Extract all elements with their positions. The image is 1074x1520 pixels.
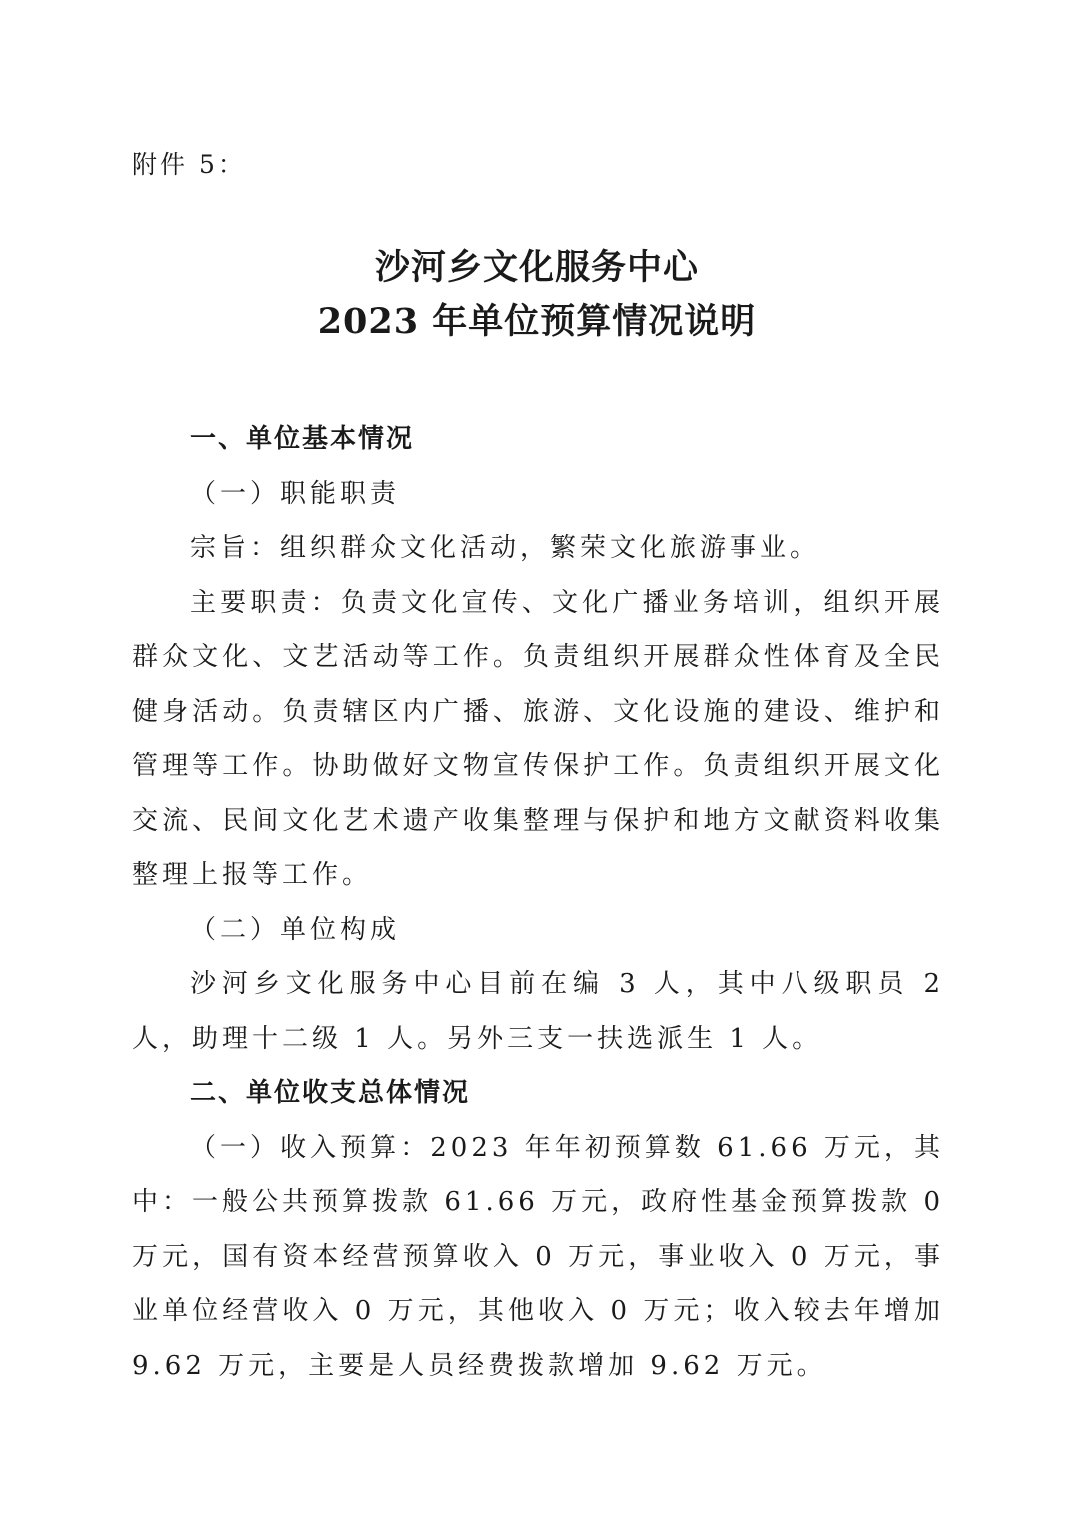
section-heading-basic-info: 一、单位基本情况 [190,424,415,454]
document-title-line-2: 2023 年单位预算情况说明 [317,301,757,342]
attachment-label: 附件 5： [132,150,246,179]
section-heading-budget-overview: 二、单位收支总体情况 [190,1078,471,1108]
subsection-heading-duties: （一）职能职责 [190,478,401,509]
composition-paragraph: 沙河乡文化服务中心目前在编 3 人，其中八级职员 2 人，助理十二级 1 人。另外三支一扶选派生 1 人。 [132,969,944,1054]
duties-paragraph: 主要职责：负责文化宣传、文化广播业务培训，组织开展群众文化、文艺活动等工作。负责组织开展群众性体育及全民健身活动。负责辖区内广播、旅游、文化设施的建设、维护和管理等工作。协助做好文物宣传保护工作。负责组织开展文化交流、民间文化艺术遗产收集整理与保护和地方文献资料收集整理上报等工作。 [132,587,944,890]
document-body [132,412,944,1393]
purpose-paragraph: 宗旨：组织群众文化活动，繁荣文化旅游事业。 [190,533,821,563]
subsection-heading-composition: （二）单位构成 [190,914,401,945]
document-title-line-1: 沙河乡文化服务中心 [374,247,699,288]
income-budget-paragraph: （一）收入预算：2023 年年初预算数 61.66 万元，其中：一般公共预算拨款 61.66 万元，政府性基金预算拨款 0 万元，国有资本经营预算收入 0 万元，事业收入 0 万元，事业单位经营收入 0 万元，其他收入 0 万元；收入较去年增加 9.62 万元，主要是人员经费拨款增加 9.62 万元。 [132,1132,944,1381]
